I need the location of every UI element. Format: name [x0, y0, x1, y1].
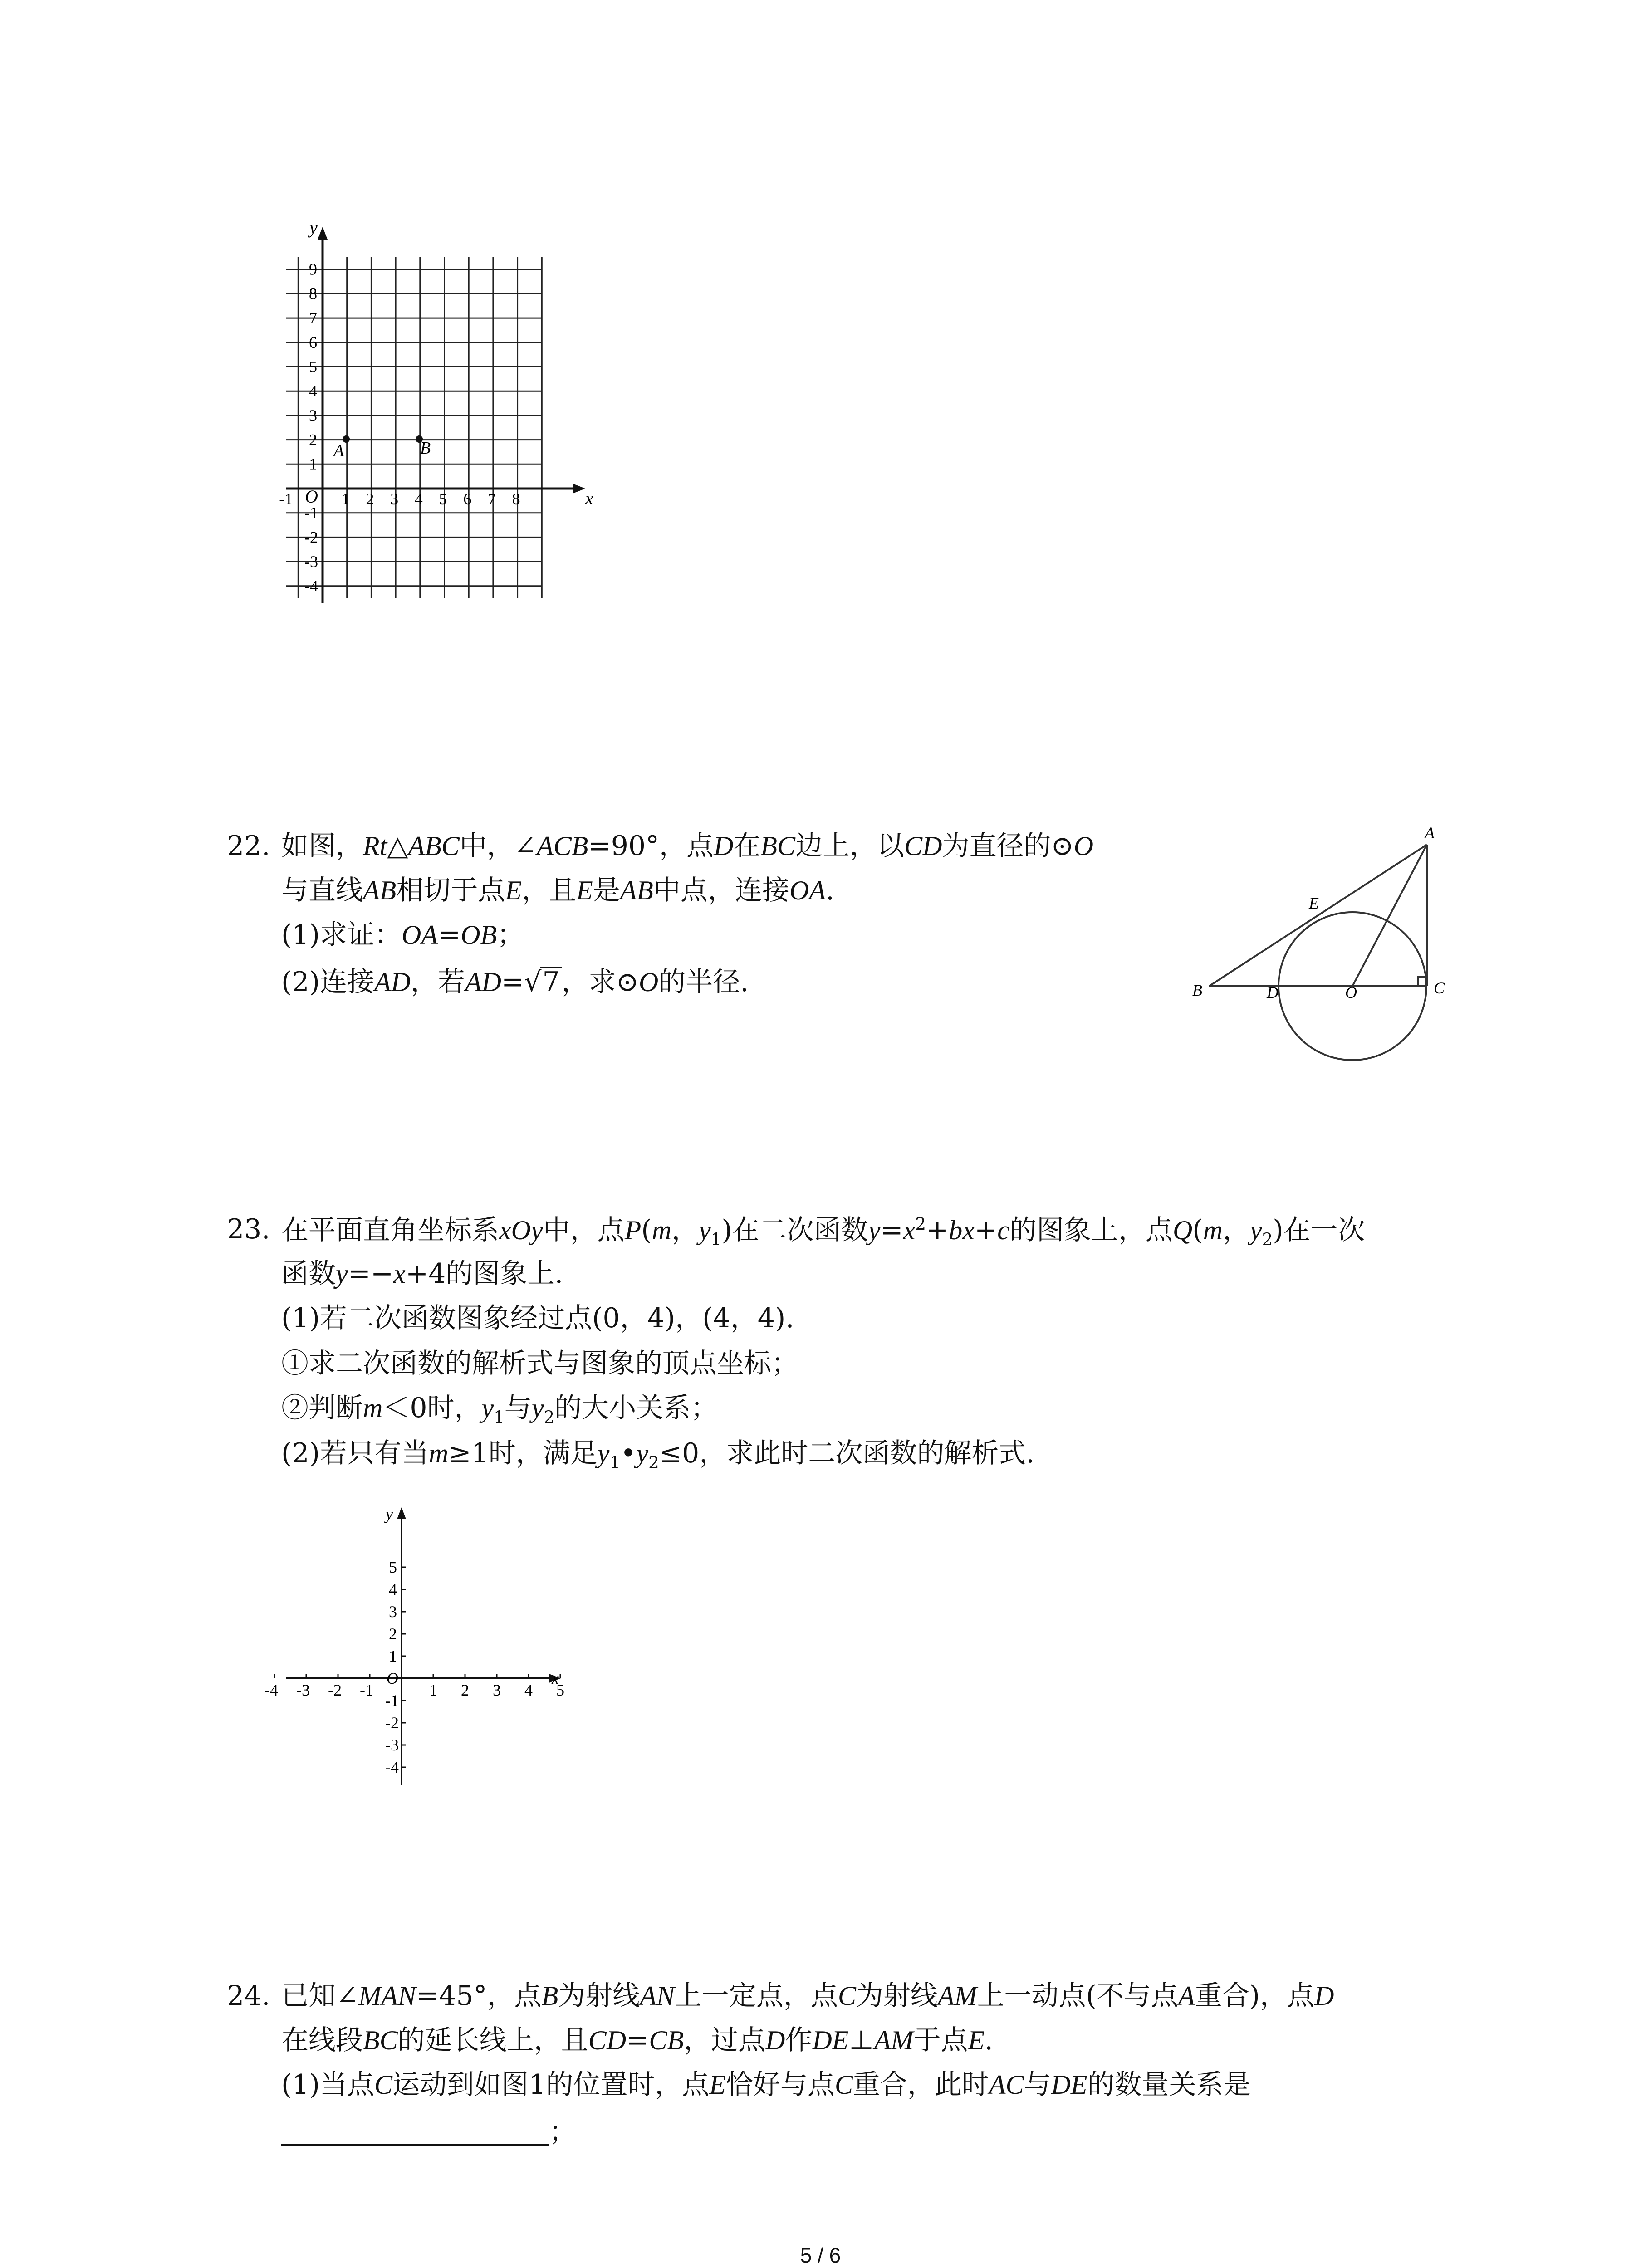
grid-y-tick-label: 2 — [309, 430, 317, 449]
grid-x-label: x — [585, 488, 593, 508]
q23-y-tick-label: 1 — [389, 1647, 397, 1665]
grid-x-tick-label: 8 — [512, 490, 520, 508]
q22-label-b: B — [1192, 981, 1202, 999]
q22-label-e: E — [1309, 894, 1319, 912]
q23-x-tick-label: 1 — [429, 1681, 437, 1699]
grid-x-tick-label: 2 — [366, 490, 374, 508]
q22-geometry-figure — [1180, 816, 1474, 1075]
grid-y-tick-label: -2 — [304, 528, 318, 547]
grid-point-b-label: B — [420, 439, 431, 458]
q23-y-tick-label: 3 — [389, 1603, 397, 1621]
grid-origin-label: O — [305, 486, 318, 507]
grid-x-tick-label: 7 — [487, 490, 496, 508]
q22-segment-oa — [1352, 845, 1427, 986]
q22-part-2: (2)连接AD，若AD=√7，求⊙O的半径. — [281, 966, 749, 998]
q22-number: 22. — [227, 830, 270, 862]
q22-label-c: C — [1434, 979, 1445, 997]
q23-y-tick-label: -1 — [385, 1691, 399, 1710]
grid-x-tick-label: 4 — [414, 490, 423, 508]
q23-y-label: y — [386, 1505, 393, 1523]
q22-part-1: (1)求证：OA=OB； — [281, 919, 524, 951]
grid-y-tick-label: 5 — [309, 357, 317, 376]
grid-y-tick-label: 1 — [309, 455, 317, 474]
q24-number: 24. — [227, 1980, 270, 2012]
q23-part-2: (2)若只有当m≥1时，满足$y_1•y_2\le 0$，求此时二次函数的解析式. — [281, 1437, 1035, 1472]
grid-x-tick-label: 3 — [390, 490, 399, 508]
q23-origin-label: O — [387, 1669, 398, 1687]
q24-answer-line: ； — [281, 2118, 576, 2146]
grid-x-arrow — [573, 484, 585, 494]
grid-y-tick-label: 4 — [309, 382, 317, 401]
grid-y-label: y — [309, 217, 318, 238]
grid-y-tick-label: 9 — [309, 260, 317, 279]
q22-line-2: 与直线AB相切于点E，且E是AB中点，连接OA. — [281, 875, 834, 906]
q23-y-tick-label: -4 — [385, 1758, 399, 1776]
q23-number: 23. — [227, 1213, 270, 1245]
grid-y-tick-label: -3 — [304, 552, 318, 571]
q24-part-1: (1)当点C运动到如图1的位置时，点E恰好与点C重合，此时AC与DE的数量关系是 — [281, 2069, 1251, 2101]
q23-x-tick-label: -2 — [328, 1681, 342, 1699]
grid-x-tick-label: 6 — [463, 490, 472, 508]
q24-line-1: 已知∠MAN=45°，点B为射线AN上一定点，点C为射线AM上一动点(不与点A重合)，点D — [281, 1980, 1334, 2012]
q23-part-1: (1)若二次函数图象经过点(0，4)，(4，4). — [281, 1302, 794, 1334]
q24-line-2: 在线段BC的延长线上，且CD=CB，过点D作DE⊥AM于点E. — [281, 2024, 994, 2056]
q22-line-1: 如图，Rt△ABC中，∠ACB=90°，点D在BC边上，以CD为直径的⊙O — [281, 830, 1094, 862]
q23-y-tick-label: 2 — [389, 1625, 397, 1643]
q22-label-a: A — [1425, 824, 1435, 842]
grid-y-tick-label: -1 — [304, 503, 318, 522]
q23-y-tick-label: 5 — [389, 1558, 397, 1576]
q23-line-2: 函数y=−x+4的图象上. — [281, 1258, 563, 1290]
grid-y-arrow — [318, 227, 328, 240]
q23-y-tick-label: 4 — [389, 1580, 397, 1598]
q23-x-tick-label: -1 — [360, 1681, 373, 1699]
q22-segment-ab — [1209, 845, 1427, 986]
q23-y-tick-label: -3 — [385, 1736, 399, 1754]
q24-answer-blank[interactable] — [281, 2122, 549, 2146]
grid-y-tick-label: 6 — [309, 333, 317, 352]
grid-y-tick-label: 8 — [309, 284, 317, 303]
q23-x-tick-label: 4 — [524, 1681, 533, 1699]
grid-y-tick-label: 7 — [309, 309, 317, 327]
grid-y-tick-label: -4 — [304, 577, 318, 595]
q23-part-1-ii: ②判断m＜0时，$y_1$与$y_2$的大小关系； — [281, 1392, 718, 1427]
grid-coordinate-figure — [272, 213, 617, 612]
q23-y-arrow — [397, 1507, 406, 1519]
q23-x-tick-label: -4 — [265, 1681, 278, 1699]
q23-line-1: 在平面直角坐标系xOy中，点P(m，$y_1$)在二次函数$y=x^2+bx+c$的图象上，点Q(m，$y_2$)在一次 — [281, 1214, 1365, 1249]
q23-x-tick-label: 3 — [493, 1681, 501, 1699]
q23-x-tick-label: 5 — [556, 1681, 564, 1699]
grid-x-tick-label: 5 — [439, 490, 447, 508]
grid-x-tick-label: 1 — [341, 490, 350, 508]
q22-label-d: D — [1267, 983, 1279, 1002]
q23-axes-figure — [265, 1497, 590, 1792]
grid-y-tick-label: 3 — [309, 406, 317, 425]
q23-part-1-i: ①求二次函数的解析式与图象的顶点坐标； — [281, 1348, 798, 1379]
page-footer: 5 / 6 — [800, 2244, 841, 2267]
q23-y-tick-label: -2 — [385, 1714, 399, 1732]
grid-point-a-label: A — [333, 441, 344, 460]
q22-label-o: O — [1345, 983, 1357, 1002]
q23-x-label: x — [552, 1669, 559, 1687]
q23-x-tick-label: 2 — [461, 1681, 469, 1699]
q23-x-tick-label: -3 — [296, 1681, 310, 1699]
grid-x-tick-label: -1 — [279, 490, 293, 508]
